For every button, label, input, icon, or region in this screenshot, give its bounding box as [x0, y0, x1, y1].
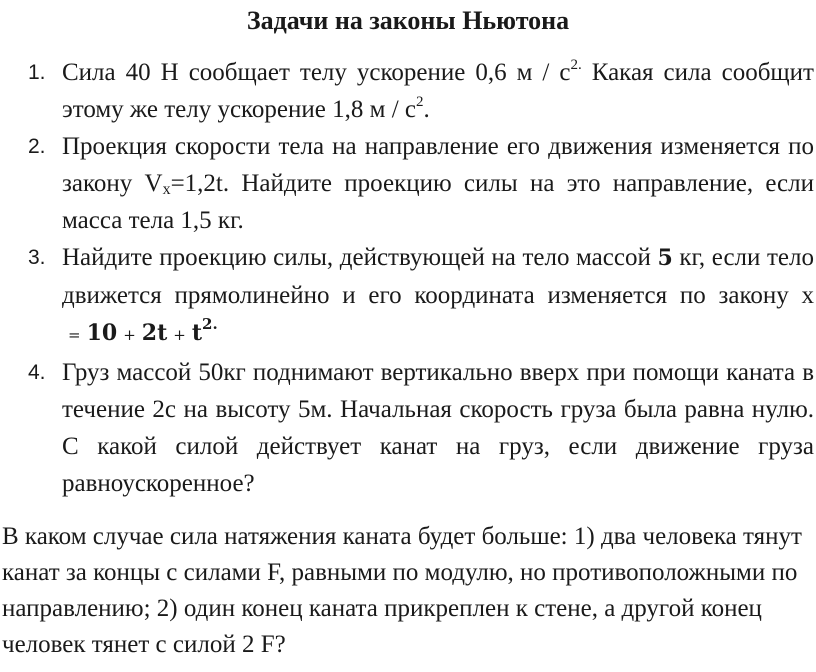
equation-term: 2t [141, 320, 168, 346]
task-item-2 [0, 128, 816, 239]
task-text-part: =1,2t. Найдите проекцию силы на это направление, если масса тела 1,5 кг. [62, 170, 815, 234]
task-text-part: кг, если тело движется прямолинейно и его координата изменяется по закону x [62, 244, 814, 309]
task-number: 4. [28, 361, 46, 384]
task-number: 2. [28, 135, 46, 158]
motion-equation [62, 315, 218, 346]
task-text-part: Сила 40 Н сообщает телу ускорение 0,6 м / с [62, 59, 571, 86]
mass-value: 5 [657, 245, 673, 271]
task-text: Груз массой 50кг поднимают вертикально вверх при помощи каната в течение 2с на высоту 5м. Начальная скорость груза была равна нулю. С какой силой действует канат на груз, если движение груза равноускоренное? [62, 359, 814, 497]
task-item-1 [0, 54, 816, 128]
task-text-part: . [423, 96, 430, 123]
task-text-part: Найдите проекцию силы, действующей на тело массой [62, 244, 658, 271]
plus-sign: + [173, 326, 186, 344]
task-text-part: Какая сила сообщит этому же телу ускорение 1,8 м / с [62, 59, 814, 123]
plus-sign: + [123, 326, 136, 344]
task-text [62, 239, 814, 354]
equals-sign: = [68, 326, 81, 344]
task-item-3 [0, 239, 816, 354]
task-text [62, 54, 814, 128]
subscript: x [162, 181, 171, 198]
equation-term: 10 [86, 320, 118, 346]
superscript: 2. [202, 315, 218, 333]
page-title: Задачи на законы Ньютона [246, 6, 570, 35]
superscript: 2. [570, 57, 582, 73]
task-list [0, 54, 816, 502]
task-text-part: Проекция скорости тела на направление его движения изменяется по закону V [62, 133, 814, 197]
task-number: 1. [28, 61, 46, 84]
superscript: 2 [416, 94, 424, 110]
question-paragraph: В каком случае сила натяжения каната будет больше: 1) два человека тянут канат за концы с силами F, равными по модулю, но противоположными по направлению; 2) один конец каната прикреплен к стене, а другой конец человек тянет с силой 2 F? [2, 523, 802, 658]
task-text [62, 128, 814, 239]
equation-term: t [191, 320, 203, 346]
task-number: 3. [28, 246, 46, 269]
task-item-4 [0, 354, 816, 502]
